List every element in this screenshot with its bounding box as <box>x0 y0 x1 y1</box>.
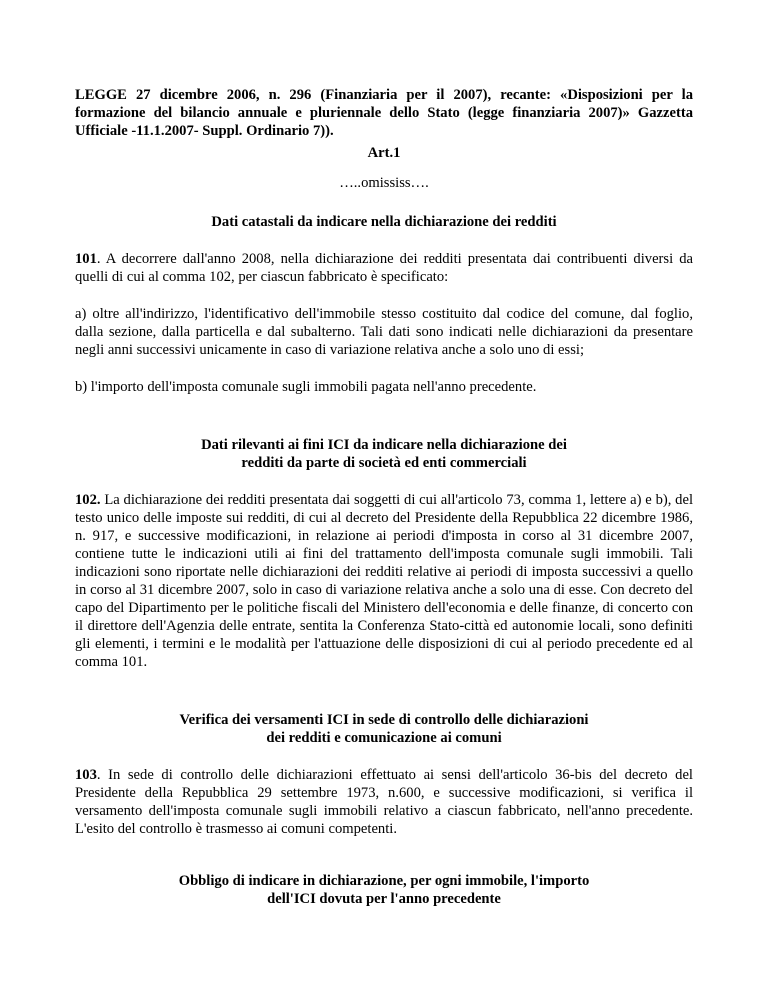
heading-line: dell'ICI dovuta per l'anno precedente <box>267 891 501 907</box>
paragraph-number: 102. <box>75 492 101 508</box>
document-page <box>75 86 693 908</box>
section-heading-102 <box>75 436 693 472</box>
paragraph-number: 103 <box>75 767 97 783</box>
paragraph-text: La dichiarazione dei redditi presentata dai soggetti di cui all'articolo 73, comma 1, lettere a) e b), del testo unico delle imposte sui redditi, di cui al decreto del Presidente della Repubblica 22 dicembre 1986, n. 917, e successive modificazioni, in relazione ai periodi d'imposta in corso al 31 dicembre 2007, contiene tutte le indicazioni utili ai fini del trattamento dell'imposta comunale sugli immobili. Tali indicazioni sono riportate nelle dichiarazioni dei redditi relative ai periodi di imposta successivi a quello in corso al 31 dicembre 2007, solo in caso di variazione relativa anche a solo una di esse. Con decreto del capo del Dipartimento per le politiche fiscali del Ministero dell'economia e delle finanze, di concerto con il direttore dell'Agenzia delle entrate, sentita la Conferenza Stato-città ed autonomie locali, sono definiti gli elementi, i termini e le modalità per l'attuazione delle disposizioni di cui al periodo precedente ed al comma 101. <box>75 492 693 670</box>
section-heading-101: Dati catastali da indicare nella dichiarazione dei redditi <box>211 214 557 230</box>
section-heading-103 <box>75 711 693 747</box>
heading-line: Verifica dei versamenti ICI in sede di controllo delle dichiarazioni <box>179 712 589 728</box>
paragraph-103 <box>75 766 693 838</box>
paragraph-text: . In sede di controllo delle dichiarazioni effettuato ai sensi dell'articolo 36-bis del decreto del Presidente della Repubblica 29 settembre 1973, n.600, e successive modificazioni, si verifica il versamento dell'imposta comunale sugli immobili relativo a ciascun fabbricato, nell'anno precedente. L'esito del controllo è trasmesso ai comuni competenti. <box>75 767 693 837</box>
omissis-marker: …..omississ…. <box>339 175 429 191</box>
article-number: Art.1 <box>367 145 401 161</box>
heading-line: Dati rilevanti ai fini ICI da indicare nella dichiarazione dei <box>201 437 567 453</box>
heading-line: Obbligo di indicare in dichiarazione, per ogni immobile, l'importo <box>178 873 590 889</box>
paragraph-102 <box>75 491 693 671</box>
heading-line: dei redditi e comunicazione ai comuni <box>266 730 502 746</box>
paragraph-number: 101 <box>75 251 97 267</box>
heading-line: redditi da parte di società ed enti commerciali <box>241 455 527 471</box>
paragraph-101-item-b: b) l'importo dell'imposta comunale sugli immobili pagata nell'anno precedente. <box>75 379 537 395</box>
paragraph-text: . A decorrere dall'anno 2008, nella dichiarazione dei redditi presentata dai contribuenti diversi da quelli di cui al comma 102, per ciascun fabbricato è specificato: <box>75 251 693 285</box>
paragraph-101-item-a: a) oltre all'indirizzo, l'identificativo dell'immobile stesso costituito dal codice del comune, dal foglio, dalla sezione, dalla particella e dal subalterno. Tali dati sono indicati nelle dichiarazioni da presentare negli anni successivi unicamente in caso di variazione relativa anche a solo uno di essi; <box>75 306 693 358</box>
section-heading-104 <box>75 872 693 908</box>
law-title: LEGGE 27 dicembre 2006, n. 296 (Finanziaria per il 2007), recante: «Disposizioni per la formazione del bilancio annuale e pluriennale dello Stato (legge finanziaria 2007)» Gazzetta Ufficiale -11.1.2007- Suppl. Ordinario 7)). <box>75 87 693 139</box>
paragraph-101 <box>75 250 693 286</box>
